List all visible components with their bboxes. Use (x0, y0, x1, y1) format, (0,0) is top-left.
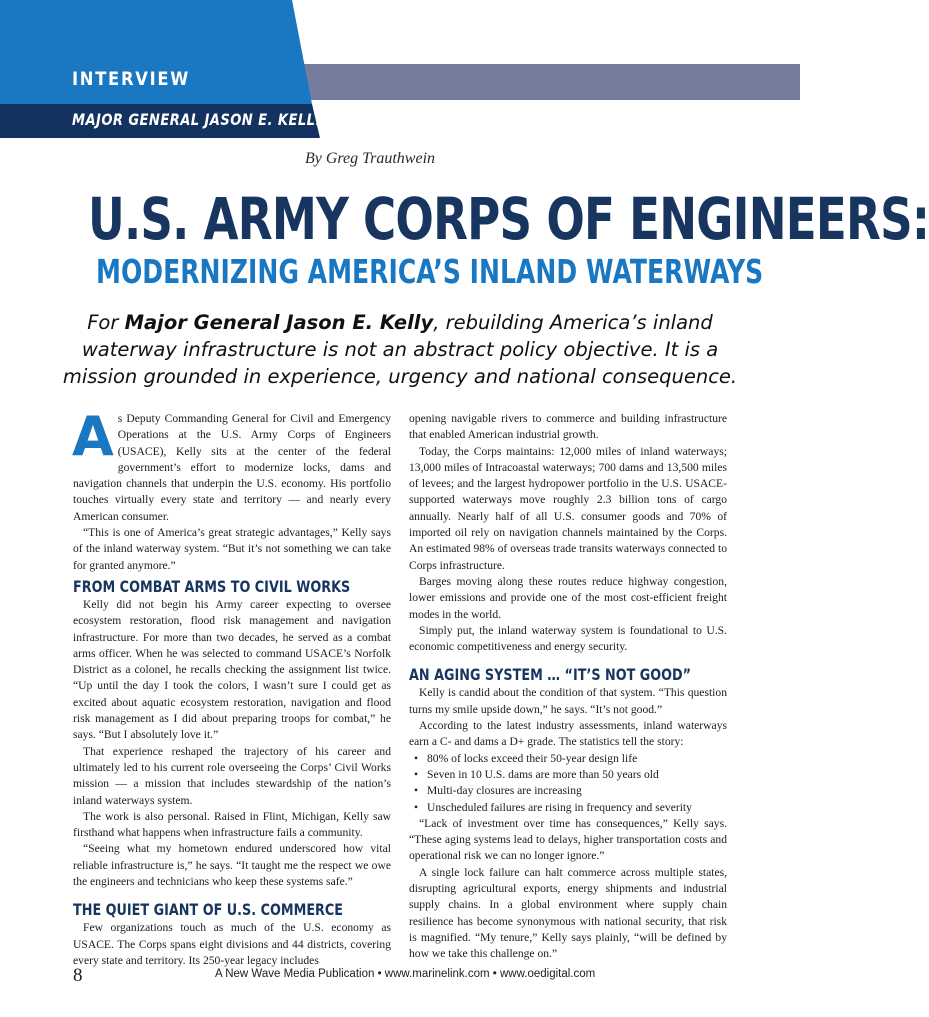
list-item: • Multi-day closures are increasing (409, 783, 727, 799)
left-column (72, 405, 391, 969)
subheadline: MODERNIZING AMERICA’S INLAND WATERWAYS (96, 252, 764, 291)
drop-cap: A (72, 405, 114, 468)
dek (58, 309, 742, 390)
list-item: • Unscheduled failures are rising in frequency and severity (409, 800, 727, 816)
paragraph: A single lock failure can halt commerce across multiple states, disrupting agricultural exports, energy shipments and industrial supply chains. In a global environment where supply chain resilience has become synonymous with national security, that risk is magnified. “My tenure,” Kelly says plainly, “will be defined by how we take this challenge on.” (409, 865, 727, 961)
headline: U.S. ARMY CORPS OF ENGINEERS: (88, 185, 929, 253)
dek-pre: For (87, 311, 125, 334)
byline: By Greg Trauthwein (304, 150, 436, 167)
paragraph: “Seeing what my hometown endured underscored how vital reliable infrastructure is,” he says. “It taught me the respect we owe the engineers and technicians who keep these systems safe.” (73, 842, 391, 889)
dek-name: Major General Jason E. Kelly (124, 311, 434, 334)
list-item: • Seven in 10 U.S. dams are more than 50 years old (409, 767, 727, 783)
paragraph-text: s Deputy Commanding General for Civil and Emergency Operations at the U.S. Army Corps of Engineers (USACE), Kelly sits at the center of the federal government’s effort to modernize locks, dams and navigation channels that underpin the U.S. economy. His portfolio touches virtually every state and territory — and nearly every American consumer. (73, 412, 391, 523)
section-heading: THE QUIET GIANT OF U.S. COMMERCE (73, 900, 344, 920)
paragraph: Kelly is candid about the condition of that system. “This question turns my smile upside down,” he says. “It’s not good.” (409, 686, 727, 716)
page-number: 8 (73, 965, 83, 986)
section-label: INTERVIEW (72, 68, 191, 90)
paragraph (72, 405, 391, 525)
right-column (409, 411, 727, 963)
paragraph: opening navigable rivers to commerce and building infrastructure that enabled American industrial growth. (409, 412, 727, 442)
paragraph: Today, the Corps maintains: 12,000 miles of inland waterways; 13,000 miles of Intracoastal waterways; 700 dams and 13,500 miles of levees; and the largest hydropower portfolio in the U.S. USACE-supported waterways move roughly 2.3 billion tons of cargo annually. Nearly half of all U.S. consumer goods and 70% of imported oil rely on navigation channels maintained by the Corps. An estimated 98% of overseas trade transits waterways connected to Corps infrastructure. (409, 444, 727, 572)
paragraph: That experience reshaped the trajectory of his career and ultimately led to his current role overseeing the Corps’ Civil Works mission — a mission that includes stewardship of the nation’s inland waterways system. (73, 744, 391, 807)
list-item: • 80% of locks exceed their 50-year design life (409, 751, 727, 767)
paragraph: According to the latest industry assessments, inland waterways earn a C- and dams a D+ grade. The statistics tell the story: (409, 719, 727, 749)
section-heading: FROM COMBAT ARMS TO CIVIL WORKS (73, 576, 351, 596)
paragraph: Simply put, the inland waterway system is foundational to U.S. economic competitiveness and energy security. (409, 623, 727, 654)
paragraph: “Lack of investment over time has consequences,” Kelly says. “These aging systems lead to delays, higher transportation costs and operational risk we can no longer ignore.” (409, 816, 727, 863)
paragraph: “This is one of America’s great strategic advantages,” Kelly says of the inland waterway system. “But it’s not something we can take for granted anymore.” (73, 526, 391, 572)
section-heading: AN AGING SYSTEM … “IT’S NOT GOOD” (409, 665, 692, 685)
paragraph: The work is also personal. Raised in Flint, Michigan, Kelly saw firsthand what happens when infrastructure fails a community. (73, 809, 391, 840)
interview-subject: MAJOR GENERAL JASON E. KELLY (72, 110, 324, 129)
statistics-list (409, 751, 727, 816)
footer-text: A New Wave Media Publication • www.marinelink.com • www.oedigital.com (215, 968, 596, 980)
paragraph: Kelly did not begin his Army career expecting to oversee ecosystem restoration, flood risk management and navigation infrastructure. For more than two decades, he served as a combat arms officer. When he was selected to command USACE’s Norfolk District as a colonel, he recalls checking the assignment list twice. “Up until the day I took the colors, I wasn’t sure I could get as excited about aquatic ecosystem restoration, navigation and flood risk management as I did about preparing troops for combat,” he says. “But I absolutely love it.” (73, 597, 391, 742)
dek-post: , rebuilding America’s inland waterway infrastructure is not an abstract policy objective. It is a mission grounded in experience, urgency and national consequence. (62, 311, 738, 388)
paragraph: Barges moving along these routes reduce highway congestion, lower emissions and provide one of the most cost-efficient freight modes in the world. (409, 574, 727, 621)
paragraph: Few organizations touch as much of the U.S. economy as USACE. The Corps spans eight divisions and 44 districts, covering every state and territory. Its 250-year legacy includes (73, 921, 391, 967)
